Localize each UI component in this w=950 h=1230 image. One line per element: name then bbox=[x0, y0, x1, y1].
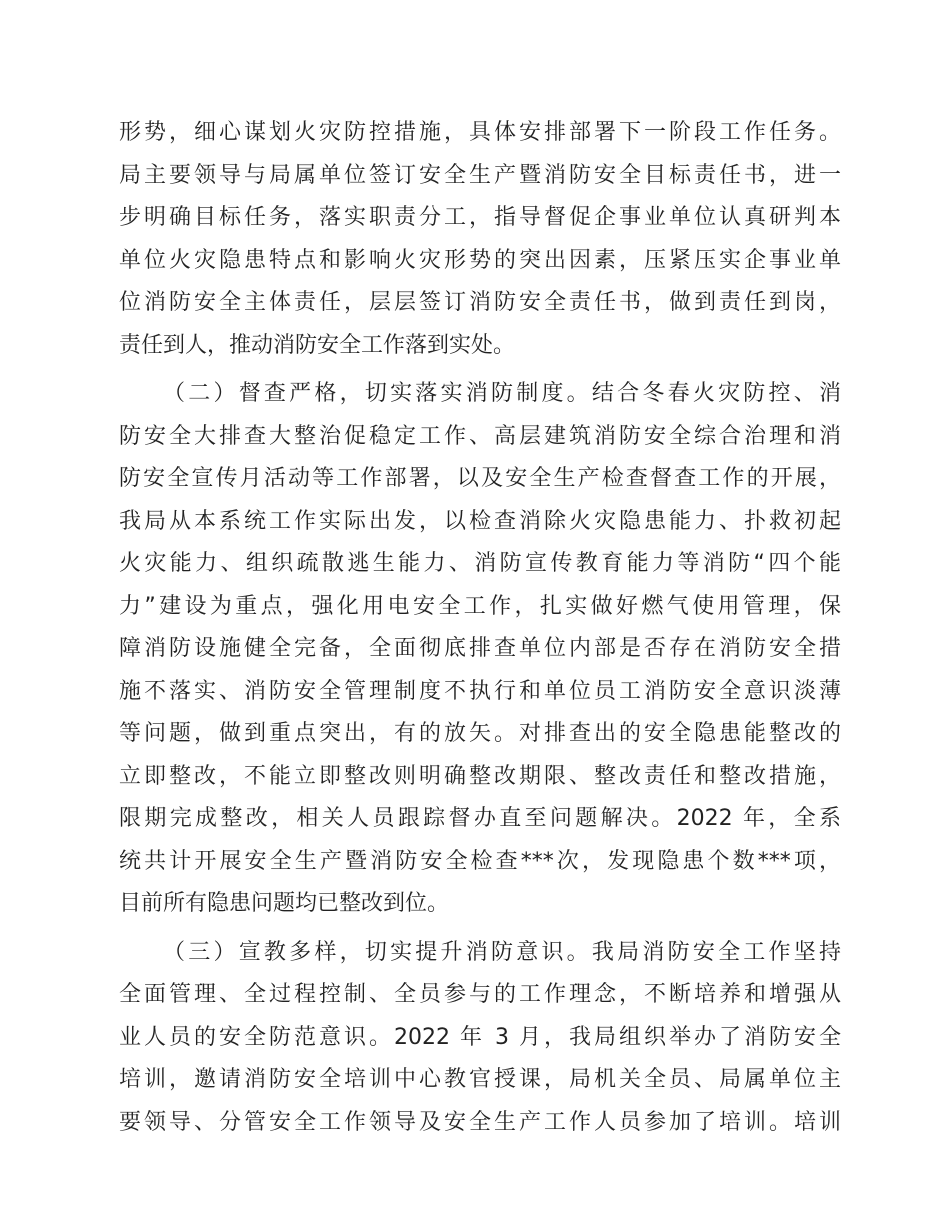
text-line: 立即整改，不能立即整改则明确整改期限、整改责任和整改措施， bbox=[119, 763, 841, 789]
text-line: 业人员的安全防范意识。2022 年 3 月，我局组织举办了消防安全 bbox=[119, 1024, 841, 1050]
text-line: 等问题，做到重点突出，有的放矢。对排查出的安全隐患能整改的 bbox=[119, 721, 841, 746]
text-line: 要领导、分管安全工作领导及安全生产工作人员参加了培训。培训 bbox=[119, 1109, 841, 1135]
text-line: 限期完成整改，相关人员跟踪督办直至问题解决。2022 年，全系 bbox=[119, 806, 841, 831]
text-line: 责任到人，推动消防安全工作落到实处。 bbox=[119, 332, 516, 358]
text-line: 防安全宣传月活动等工作部署，以及安全生产检查督查工作的开展， bbox=[119, 466, 841, 491]
text-line: 局主要领导与局属单位签订安全生产暨消防安全目标责任书，进一 bbox=[119, 162, 841, 188]
text-line: 位消防安全主体责任，层层签订消防安全责任书，做到责任到岗， bbox=[119, 290, 841, 315]
paragraph-intro-continuation bbox=[119, 112, 841, 367]
text-line: 防安全大排查大整治促稳定工作、高层建筑消防安全综合治理和消 bbox=[119, 423, 841, 449]
text-line: 步明确目标任务，落实职责分工，指导督促企事业单位认真研判本 bbox=[119, 205, 841, 230]
text-line: 施不落实、消防安全管理制度不执行和单位员工消防安全意识淡薄 bbox=[119, 678, 841, 704]
text-line: 目前所有隐患问题均已整改到位。 bbox=[119, 891, 450, 916]
paragraph-section-2 bbox=[119, 373, 841, 926]
paragraph-section-3 bbox=[119, 932, 841, 1145]
text-line: 统共计开展安全生产暨消防安全检查***次，发现隐患个数***项， bbox=[119, 848, 841, 874]
text-line: 障消防设施健全完备，全面彻底排查单位内部是否存在消防安全措 bbox=[119, 636, 841, 661]
text-line: 培训，邀请消防安全培训中心教官授课，局机关全员、局属单位主 bbox=[119, 1067, 841, 1092]
document-body bbox=[119, 112, 841, 1144]
text-line: 力”建设为重点，强化用电安全工作，扎实做好燃气使用管理，保 bbox=[119, 593, 841, 619]
section-2-heading-line: （二）督查严格，切实落实消防制度。结合冬春火灾防控、消 bbox=[163, 381, 841, 406]
text-line: 全面管理、全过程控制、全员参与的工作理念，不断培养和增强从 bbox=[119, 982, 841, 1007]
text-line: 火灾能力、组织疏散逃生能力、消防宣传教育能力等消防“四个能 bbox=[119, 551, 841, 576]
text-line: 单位火灾隐患特点和影响火灾形势的突出因素，压紧压实企事业单 bbox=[119, 247, 841, 273]
text-line: 形势，细心谋划火灾防控措施，具体安排部署下一阶段工作任务。 bbox=[119, 120, 841, 145]
text-line: 我局从本系统工作实际出发，以检查消除火灾隐患能力、扑救初起 bbox=[119, 508, 841, 534]
section-3-heading-line: （三）宣教多样，切实提升消防意识。我局消防安全工作坚持 bbox=[163, 939, 841, 965]
